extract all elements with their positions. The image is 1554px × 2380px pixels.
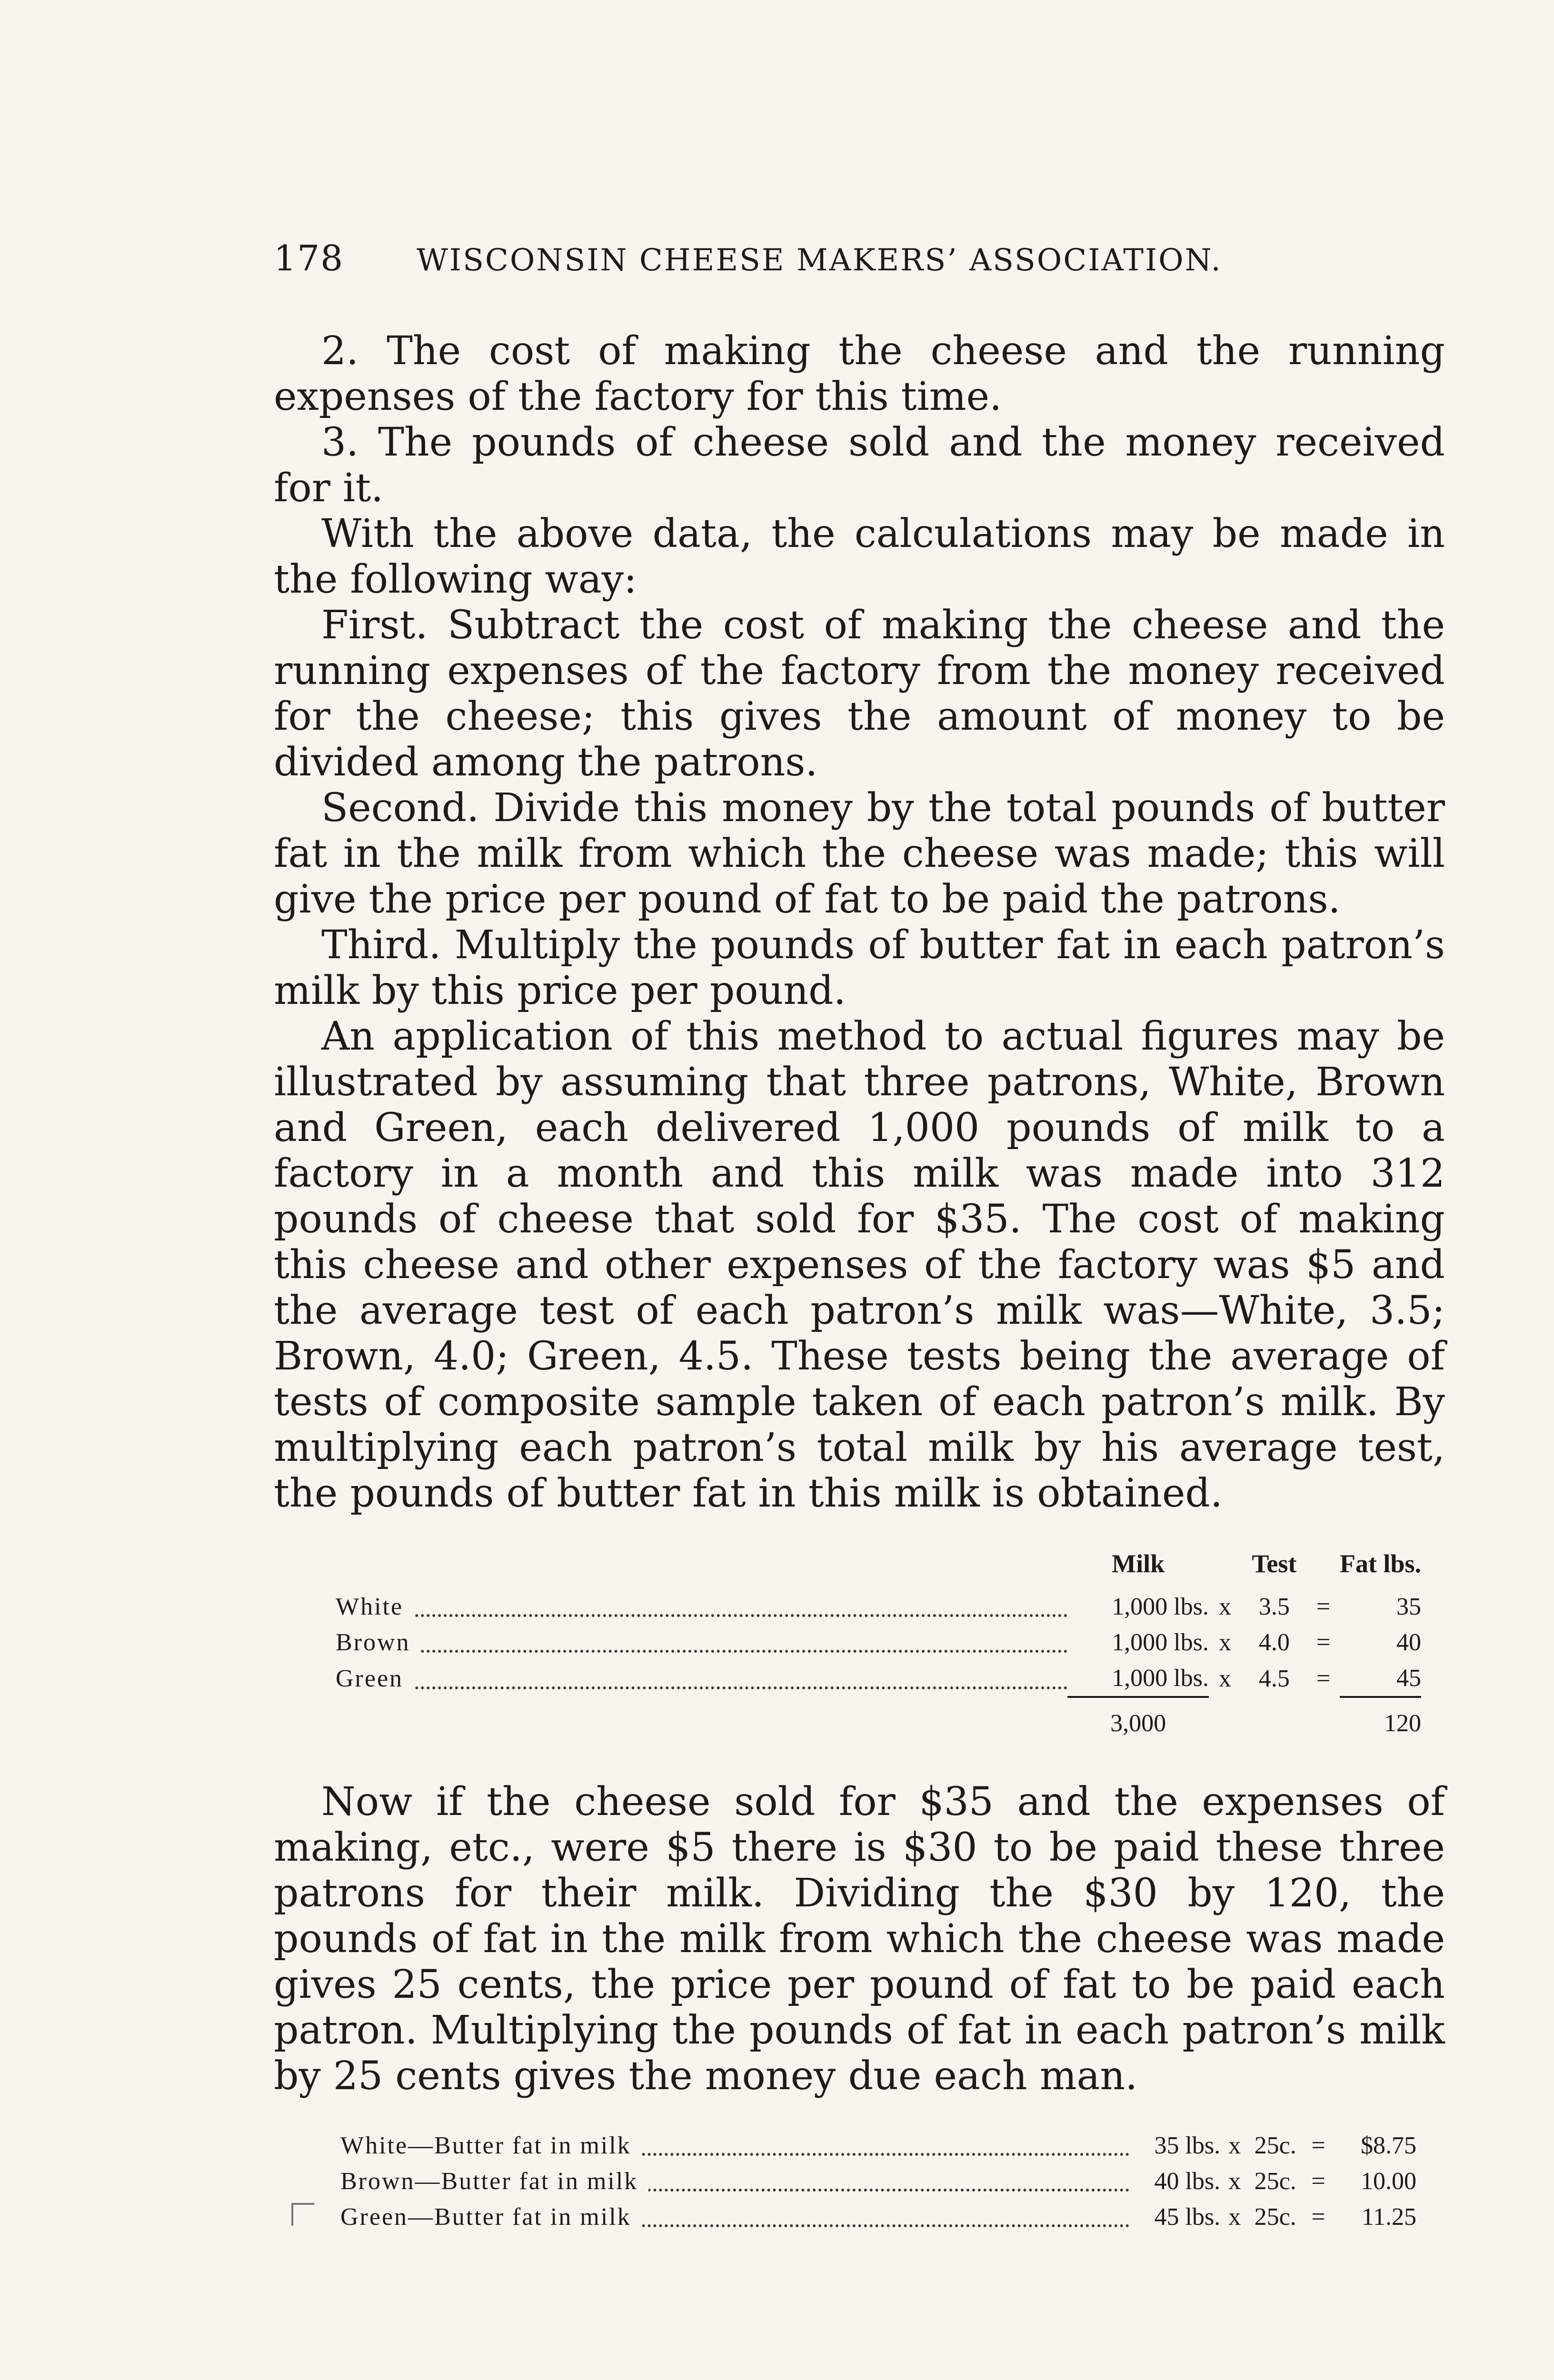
table-row (340, 2199, 1416, 2235)
total-fat: 120 (1384, 1710, 1421, 1737)
times-sign: x (1228, 2132, 1241, 2159)
paragraph-second-step: Second. Divide this money by the total pounds of butter fat in the milk from which the cheese was made; this will give the price per pound of fat to be paid the patrons. (274, 785, 1445, 922)
equals-sign: = (1316, 1629, 1331, 1656)
equals-sign: = (1316, 1593, 1331, 1620)
body-text-continued (274, 1779, 1445, 2099)
test-value: 3.5 (1258, 1593, 1290, 1620)
table-header-row (336, 1545, 1421, 1589)
payment-label: White—Butter fat in milk (340, 2132, 642, 2159)
amount-due: $8.75 (1361, 2132, 1416, 2159)
equals-sign: = (1311, 2132, 1325, 2159)
fat-value: 45 (1340, 1660, 1421, 1697)
equals-sign: = (1311, 2203, 1325, 2231)
payment-label: Brown—Butter fat in milk (340, 2168, 648, 2195)
header-milk: Milk (1112, 1549, 1165, 1578)
fat-pounds: 35 lbs. (1154, 2132, 1221, 2159)
table-row (336, 1625, 1421, 1660)
paragraph-payment: Now if the cheese sold for $35 and the expenses of making, etc., were $5 there is $30 to be paid these three patrons for their milk. Dividing the $30 by 120, the pounds of fat in the milk from which the cheese was made gives 25 cents, the price per pound of fat to be paid each patron. Multiplying the pounds of fat in each patron’s milk by 25 cents gives the money due each man. (274, 1779, 1445, 2099)
corner-mark (291, 2203, 314, 2226)
paragraph-cheese-item: 3. The pounds of cheese sold and the money received for it. (274, 420, 1445, 511)
milk-value: 1,000 lbs. (1067, 1660, 1208, 1697)
milk-value: 1,000 lbs. (1112, 1593, 1209, 1620)
times-sign: x (1219, 1629, 1231, 1656)
page-number: 178 (274, 238, 344, 279)
header-test: Test (1252, 1549, 1297, 1578)
total-milk: 3,000 (1110, 1710, 1166, 1737)
paragraph-cost-item: 2. The cost of making the cheese and the running expenses of the factory for this time. (274, 328, 1445, 419)
amount-due: 11.25 (1361, 2203, 1416, 2231)
rate-value: 25c. (1254, 2203, 1296, 2231)
times-sign: x (1228, 2168, 1241, 2195)
equals-sign: = (1311, 2168, 1325, 2195)
patron-name: Brown (336, 1629, 421, 1656)
dot-leader (336, 1650, 1067, 1653)
payment-table (340, 2128, 1416, 2235)
running-header (274, 238, 1445, 295)
totals-row (336, 1697, 1421, 1741)
table-row (336, 1589, 1421, 1625)
rate-value: 25c. (1254, 2132, 1296, 2159)
rate-value: 25c. (1254, 2168, 1296, 2195)
test-value: 4.5 (1258, 1665, 1290, 1692)
fat-pounds: 40 lbs. (1154, 2168, 1221, 2195)
test-value: 4.0 (1258, 1629, 1290, 1656)
paragraph-calculation-intro: With the above data, the calculations may be made in the following way: (274, 511, 1445, 602)
fat-pounds: 45 lbs. (1154, 2203, 1221, 2231)
times-sign: x (1219, 1665, 1231, 1692)
body-text (274, 328, 1445, 1517)
dot-leader (336, 1614, 1067, 1617)
payment-label: Green—Butter fat in milk (340, 2203, 642, 2231)
patron-name: White (336, 1593, 414, 1620)
fat-value: 40 (1396, 1629, 1421, 1656)
header-title: WISCONSIN CHEESE MAKERS’ ASSOCIATION. (417, 243, 1222, 278)
table-row (336, 1660, 1421, 1697)
milk-value: 1,000 lbs. (1112, 1629, 1209, 1656)
paragraph-first-step: First. Subtract the cost of making the cheese and the running expenses of the factory from the money received for the cheese; this gives the amount of money to be divided among the patrons. (274, 603, 1445, 785)
times-sign: x (1228, 2203, 1241, 2231)
book-page (274, 238, 1445, 2235)
amount-due: 10.00 (1361, 2168, 1416, 2195)
table-row (340, 2163, 1416, 2199)
header-fat: Fat lbs. (1339, 1549, 1421, 1578)
butter-fat-table (336, 1545, 1421, 1741)
times-sign: x (1219, 1593, 1231, 1620)
equals-sign: = (1316, 1665, 1331, 1692)
patron-name: Green (336, 1665, 414, 1692)
dot-leader (336, 1686, 1067, 1689)
paragraph-example: An application of this method to actual figures may be illustrated by assuming that three patrons, White, Brown and Green, each delivered 1,000 pounds of milk to a factory in a month and this milk was made into 312 pounds of cheese that sold for $35. The cost of making this cheese and other expenses of the factory was $5 and the average test of each patron’s milk was—White, 3.5; Brown, 4.0; Green, 4.5. These tests being the average of tests of composite sample taken of each patron’s milk. By multiplying each patron’s total milk by his average test, the pounds of butter fat in this milk is obtained. (274, 1014, 1445, 1516)
table-row (340, 2128, 1416, 2163)
paragraph-third-step: Third. Multiply the pounds of butter fat in each patron’s milk by this price per pound. (274, 922, 1445, 1013)
fat-value: 35 (1396, 1593, 1421, 1620)
